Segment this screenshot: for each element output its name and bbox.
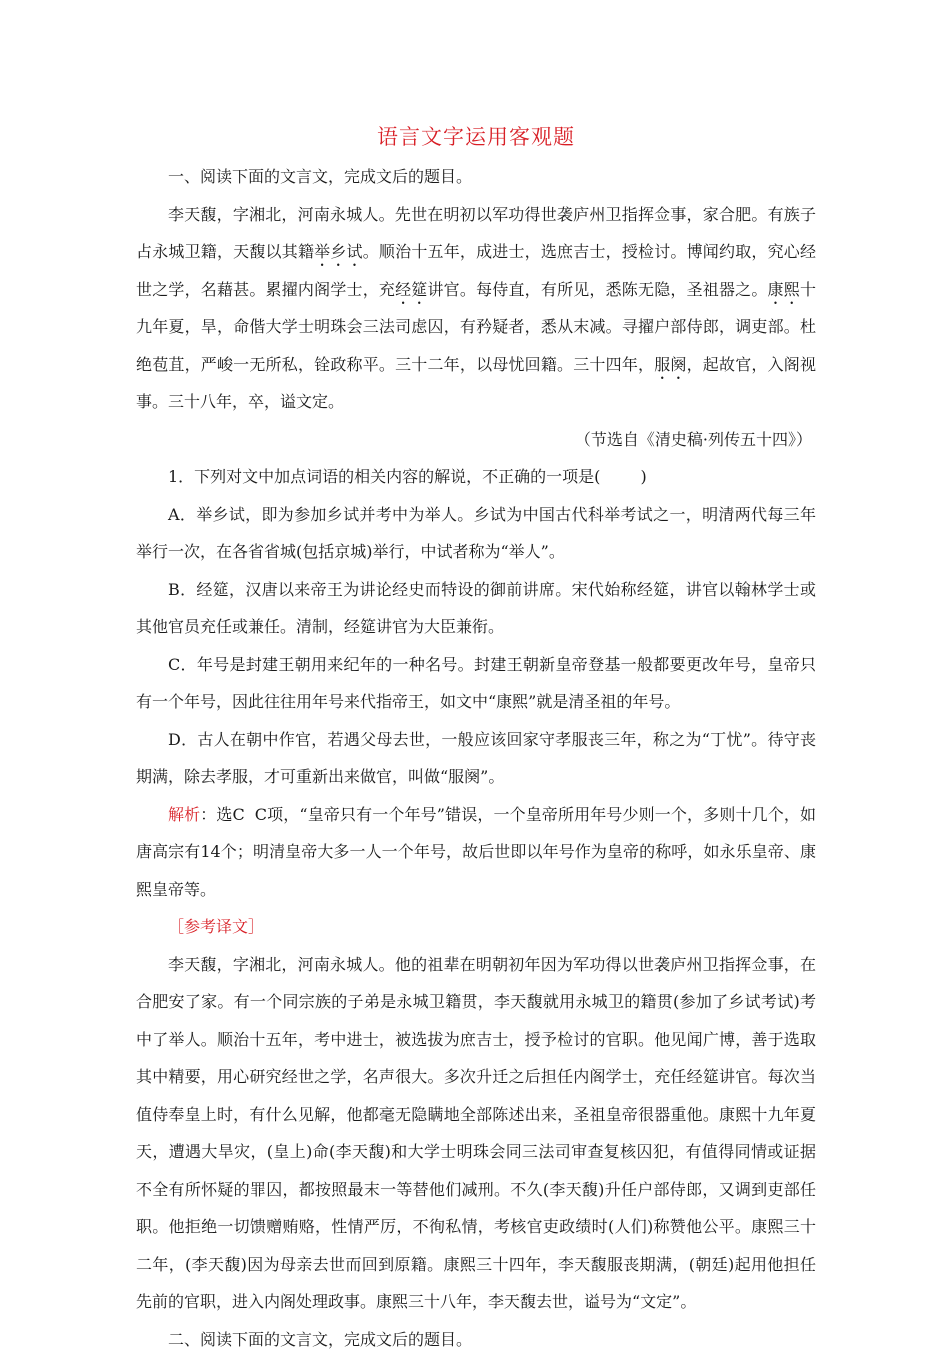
passage-text: ，起故官，入阁视事。三十八年，卒，谥文定。 <box>136 355 816 412</box>
analysis <box>136 796 816 909</box>
passage-text: 十九年夏，旱，命偕大学士明珠会三法司虑囚，有矜疑者，悉从末减。寻擢户部侍郎，调吏部。杜绝苞苴，严峻一无所私，铨政称平。三十二年，以母忧回籍。三十四年， <box>136 280 816 374</box>
document-body <box>136 122 816 1358</box>
option-a: A．举乡试，即为参加乡试并考中为举人。乡试为中国古代科举考试之一，明清两代每三年举行一次，在各省省城(包括京城)举行，中试者称为“举人”。 <box>136 496 816 571</box>
passage-text: 讲官。每侍直，有所见，悉陈无隐，圣祖器之。 <box>427 280 767 299</box>
analysis-label: 解析 <box>168 805 200 824</box>
passage-text: 李天馥，字湘北，河南永城人。先世在明初以军功得世袭庐州卫指挥佥事，家合肥。有族子占永城卫籍，天馥以其籍 <box>136 205 816 262</box>
option-d: D．古人在朝中作官，若遇父母去世，一般应该回家守孝服丧三年，称之为“丁忧”。待守丧期满，除去孝服，才可重新出来做官，叫做“服阕”。 <box>136 721 816 796</box>
translation-label: ［参考译文］ <box>136 908 816 946</box>
option-b: B．经筵，汉唐以来帝王为讲论经史而特设的御前讲席。宋代始称经筵，讲官以翰林学士或其他官员充任或兼任。清制，经筵讲官为大臣兼衔。 <box>136 571 816 646</box>
passage-source: （节选自《清史稿·列传五十四》） <box>136 421 816 459</box>
question-text: 1．下列对文中加点词语的相关内容的解说，不正确的一项是( <box>168 467 600 486</box>
dotted-term-juxiangshi: 举乡试 <box>314 242 363 261</box>
dotted-term-fuque: 服阕 <box>654 355 686 374</box>
dotted-term-kangxi: 康熙 <box>768 280 800 299</box>
classical-passage <box>136 196 816 421</box>
analysis-text: C项，“皇帝只有一个年号”错误，一个皇帝所用年号少则一个，多则十几个，如唐高宗有14个；明清皇帝大多一人一个年号，故后世即以年号作为皇帝的称呼，如永乐皇帝、康熙皇帝等。 <box>136 805 816 899</box>
question-bracket-end: ) <box>640 467 646 486</box>
section-heading-2: 二、阅读下面的文言文，完成文后的题目。 <box>136 1321 816 1358</box>
translation-text: 李天馥，字湘北，河南永城人。他的祖辈在明朝初年因为军功得以世袭庐州卫指挥佥事，在合肥安了家。有一个同宗族的子弟是永城卫籍贯，李天馥就用永城卫的籍贯(参加了乡试考试)考中了举人。顺治十五年，考中进士，被选拔为庶吉士，授予检讨的官职。他见闻广博，善于选取其中精要，用心研究经世之学，名声很大。多次升迁之后担任内阁学士，充任经筵讲官。每次当值侍奉皇上时，有什么见解，他都毫无隐瞒地全部陈述出来，圣祖皇帝很器重他。康熙十九年夏天，遭遇大旱灾，(皇上)命(李天馥)和大学士明珠会同三法司审查复核囚犯，有值得同情或证据不全有所怀疑的罪囚，都按照最末一等替他们减刑。不久(李天馥)升任户部侍郎，又调到吏部任职。他拒绝一切馈赠贿赂，性情严厉，不徇私情，考核官吏政绩时(人们)称赞他公平。康熙三十二年，(李天馥)因为母亲去世而回到原籍。康熙三十四年，李天馥服丧期满，(朝廷)起用他担任先前的官职，进入内阁处理政事。康熙三十八年，李天馥去世，谥号为“文定”。 <box>136 946 816 1321</box>
section-heading-1: 一、阅读下面的文言文，完成文后的题目。 <box>136 158 816 196</box>
dotted-term-jingyan: 经筵 <box>395 280 427 299</box>
analysis-choice: 选C <box>216 805 244 824</box>
analysis-colon: ： <box>200 805 216 824</box>
passage-text: 。顺治十五年，成进士，选庶吉士，授检讨。博闻约取，究心经世之学，名藉甚。累擢内阁学士，充 <box>136 242 816 299</box>
page-title: 语言文字运用客观题 <box>136 122 816 152</box>
option-c: C．年号是封建王朝用来纪年的一种名号。封建王朝新皇帝登基一般都要更改年号，皇帝只有一个年号，因此往往用年号来代指帝王，如文中“康熙”就是清圣祖的年号。 <box>136 646 816 721</box>
question-stem <box>136 458 816 496</box>
